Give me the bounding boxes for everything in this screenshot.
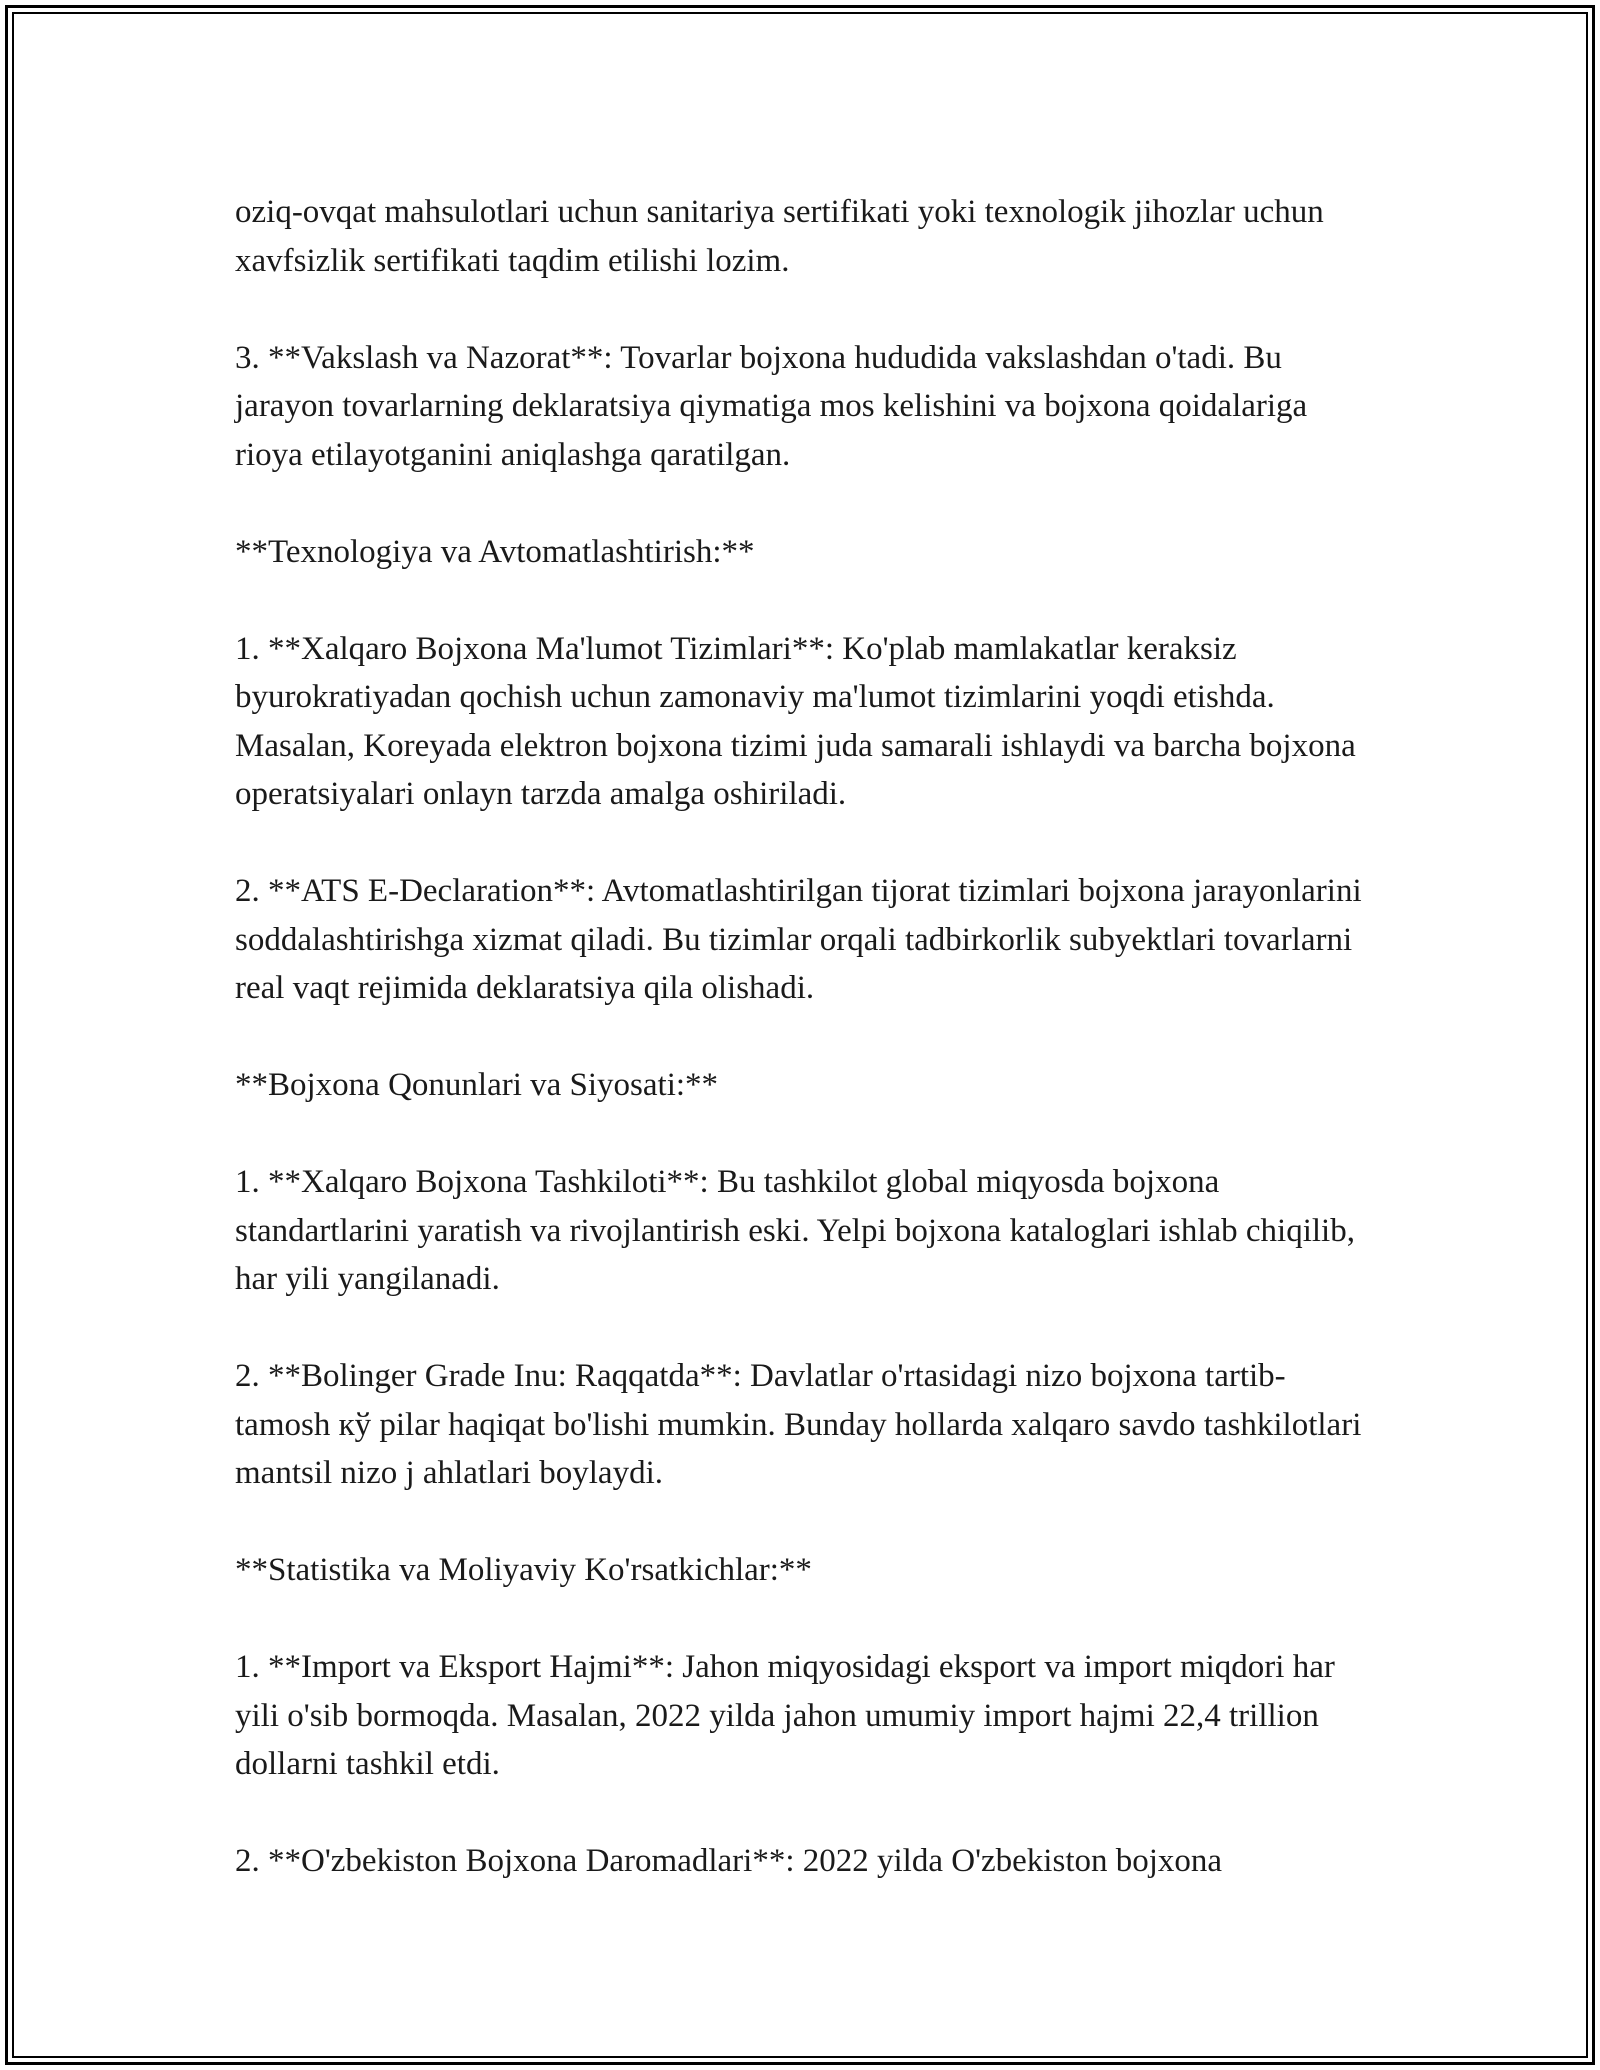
paragraph-malumot-tizimlari: 1. **Xalqaro Bojxona Ma'lumot Tizimlari**: Ko'plab mamlakatlar keraksiz byurokratiyadan qochish uchun zamonaviy ma'lumot tizimlarini yoqdi etishda. Masalan, Koreyada elektron bojxona tizimi juda samarali ishlaydi va barcha bojxona operatsiyalari onlayn tarzda amalga oshiriladi.: [235, 630, 1356, 812]
paragraph-vakslash-nazorat: 3. **Vakslash va Nazorat**: Tovarlar bojxona hududida vakslashdan o'tadi. Bu jarayon tovarlarning deklaratsiya qiymatiga mos kelishini va bojxona qoidalariga rioya etilayotganini aniqlashga qaratilgan.: [235, 339, 1308, 473]
paragraph-ats-e-declaration: 2. **ATS E-Declaration**: Avtomatlashtirilgan tijorat tizimlari bojxona jarayonlarini soddalashtirishga xizmat qiladi. Bu tizimlar orqali tadbirkorlik subyektlari tovarlarni real vaqt rejimida deklaratsiya qila olishadi.: [235, 873, 1362, 1006]
paragraph-uzbekiston-daromadlari: 2. **O'zbekiston Bojxona Daromadlari**: 2022 yilda O'zbekiston bojxona: [235, 1843, 1223, 1879]
section-heading-texnologiya: **Texnologiya va Avtomatlashtirish:**: [235, 533, 755, 570]
paragraph-bojxona-tashkiloti: 1. **Xalqaro Bojxona Tashkiloti**: Bu tashkilot global miqyosda bojxona standartlarini yaratish va rivojlantirish eski. Yelpi bojxona kataloglari ishlab chiqilib, har yili yangilanadi.: [235, 1164, 1355, 1297]
document-body: [235, 188, 1375, 1886]
paragraph-import-eksport: 1. **Import va Eksport Hajmi**: Jahon miqyosidagi eksport va import miqdori har yili o'sib bormoqda. Masalan, 2022 yilda jahon umumiy import hajmi 22,4 trillion dollarni tashkil etdi.: [235, 1649, 1335, 1782]
paragraph-continuation: oziq-ovqat mahsulotlari uchun sanitariya sertifikati yoki texnologik jihozlar uchun xavfsizlik sertifikati taqdim etilishi lozim.: [235, 194, 1324, 279]
section-heading-statistika: **Statistika va Moliyaviy Ko'rsatkichlar:**: [235, 1552, 812, 1588]
paragraph-bolinger: 2. **Bolinger Grade Inu: Raqqatda**: Davlatlar o'rtasidagi nizo bojxona tartib-tamosh кў pilar haqiqat bo'lishi mumkin. Bunday hollarda xalqaro savdo tashkilotlari mantsil nizo j ahlatlari boylaydi.: [235, 1358, 1362, 1491]
section-heading-qonunlar: **Bojxona Qonunlari va Siyosati:**: [235, 1067, 719, 1103]
